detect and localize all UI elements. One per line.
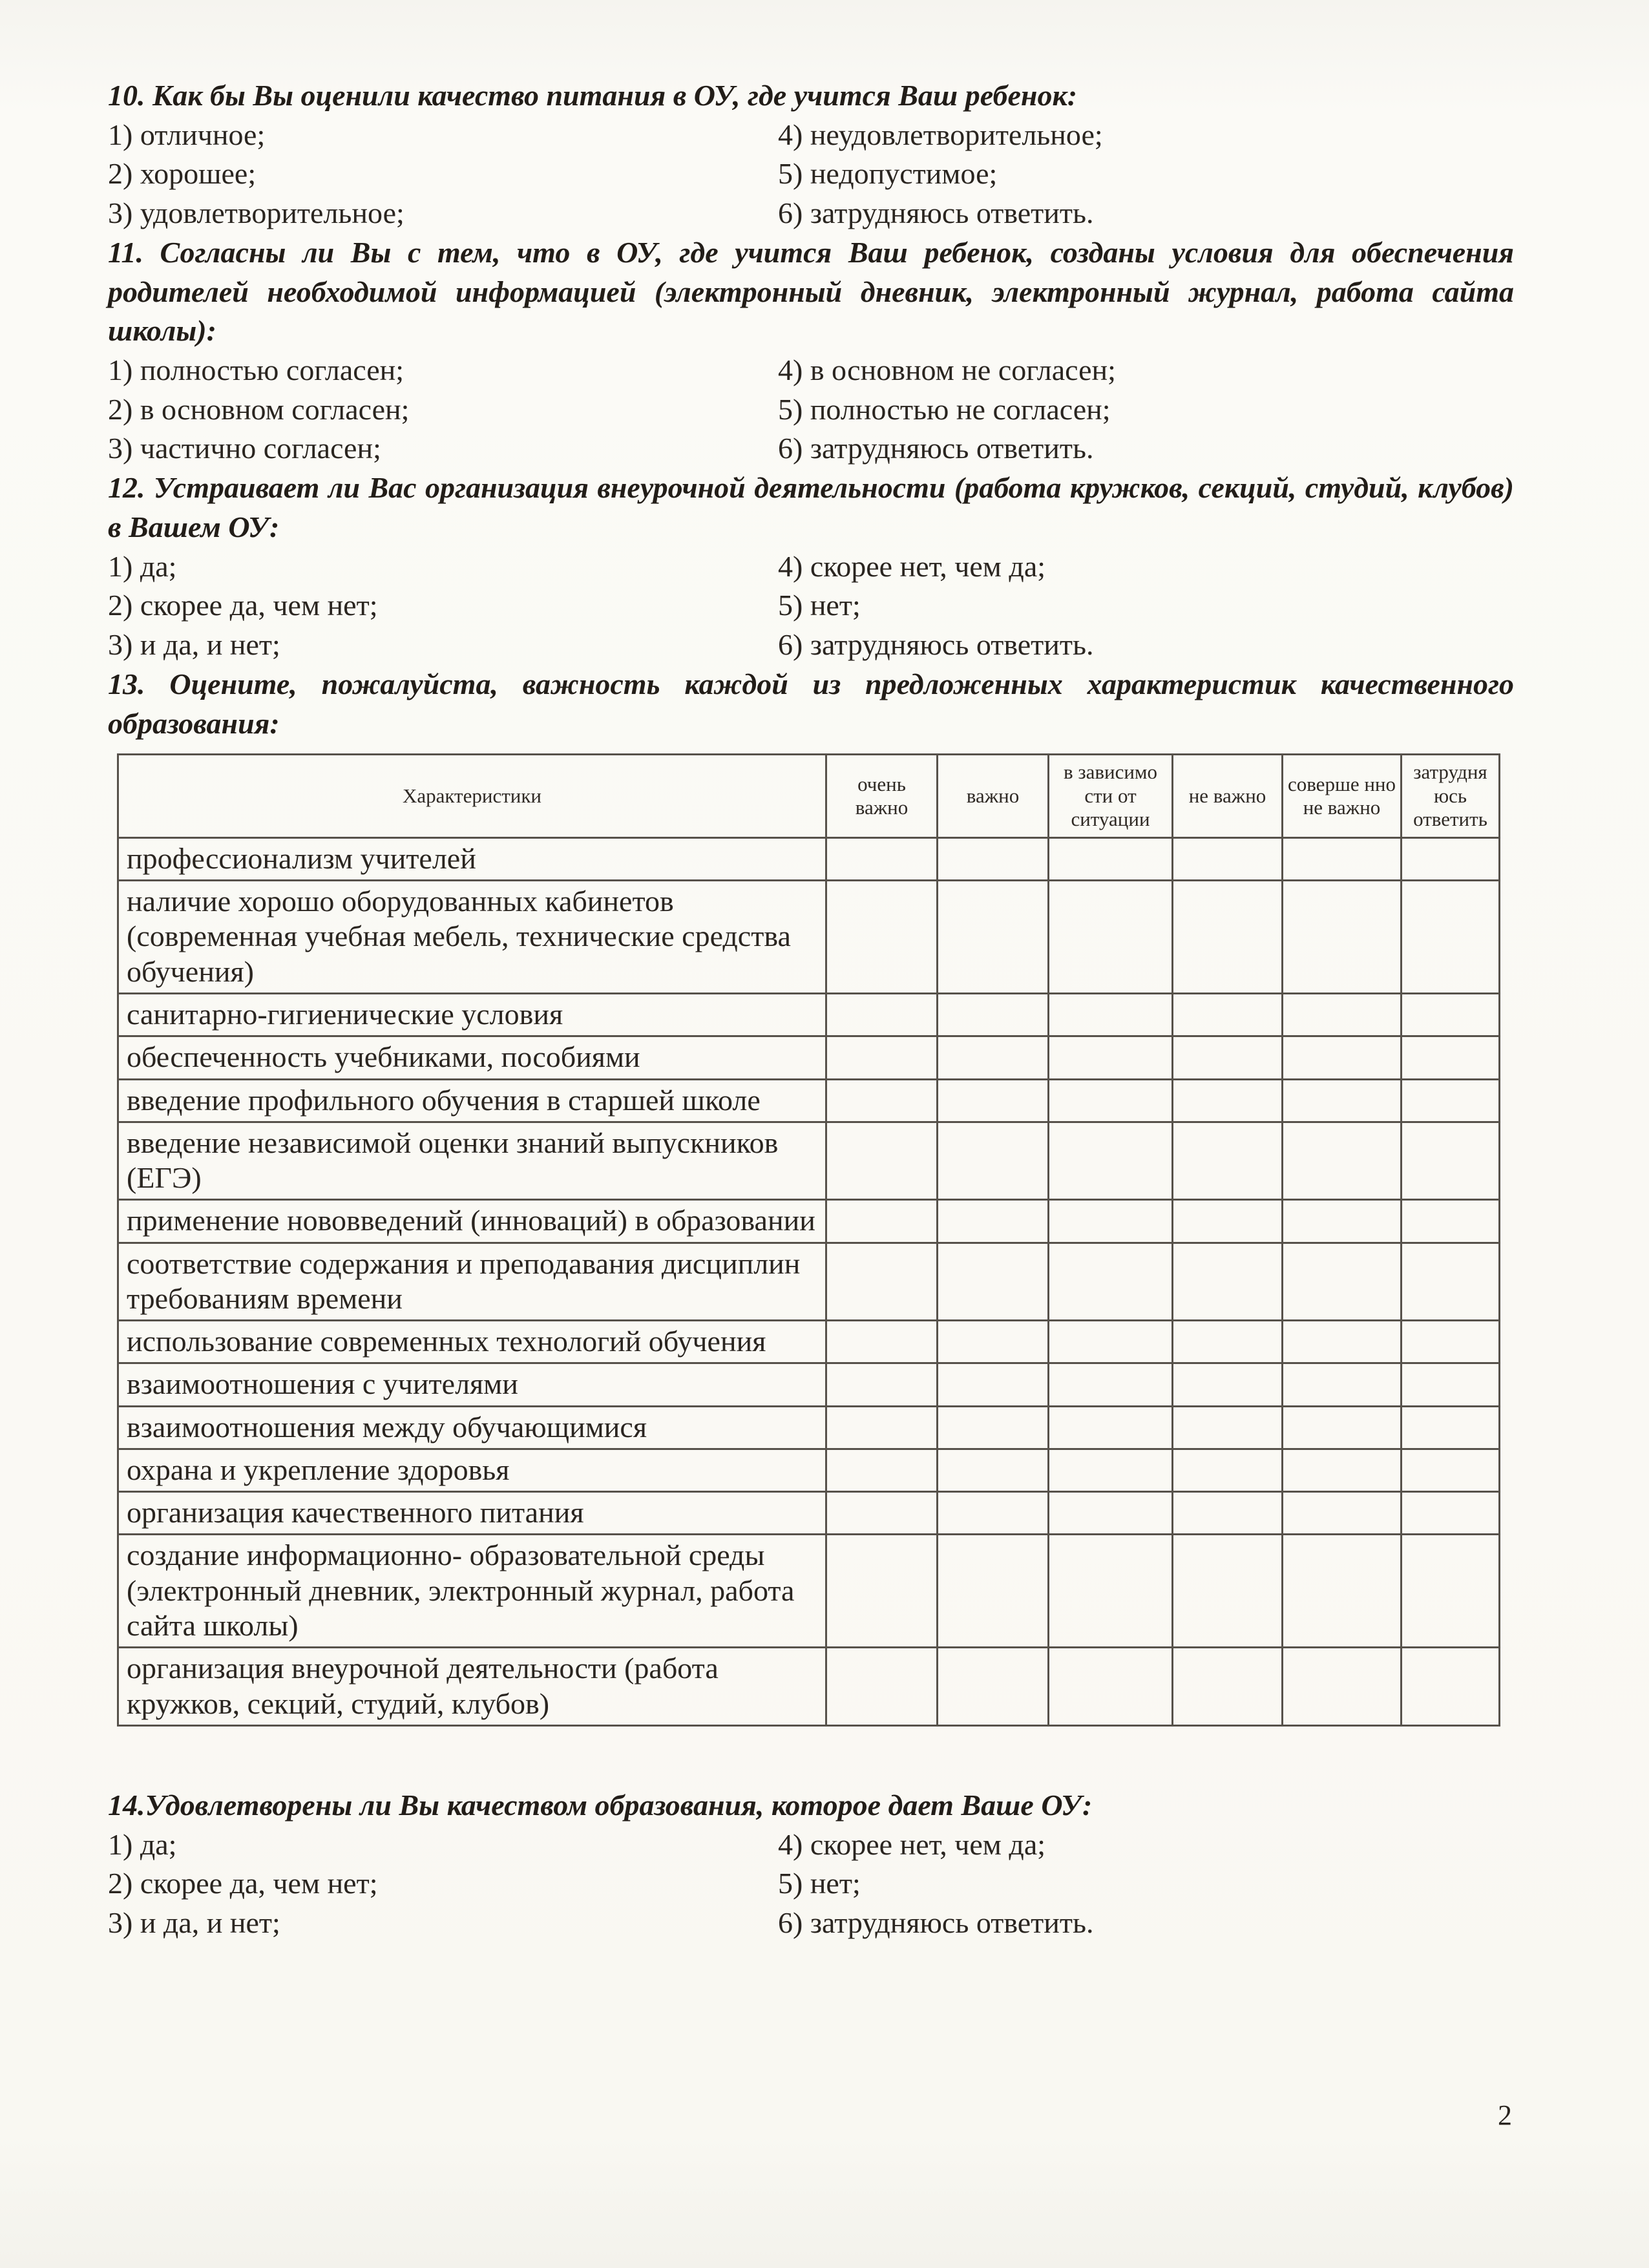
question-14-title: 14.Удовлетворены ли Вы качеством образования, которое дает Ваше ОУ: <box>108 1788 1093 1822</box>
answer-cell-empty <box>826 1449 938 1491</box>
answer-cell-empty <box>938 837 1049 880</box>
characteristic-label: профессионализм учителей <box>118 837 826 880</box>
question-11-option-4: 4) в основном не согласен; <box>778 353 1116 387</box>
characteristic-label: охрана и укрепление здоровья <box>118 1449 826 1491</box>
answer-cell-empty <box>826 1321 938 1363</box>
answer-cell-empty <box>1283 1036 1402 1079</box>
question-12-option-6: 6) затрудняюсь ответить. <box>778 628 1094 662</box>
answer-cell-empty <box>826 1243 938 1321</box>
answer-cell-empty <box>1283 1406 1402 1449</box>
table-row <box>118 994 1500 1036</box>
answer-cell-empty <box>1173 1321 1283 1363</box>
header-completely-unimportant: соверше нно не важно <box>1283 755 1402 838</box>
answer-cell-empty <box>1283 1079 1402 1122</box>
answer-cell-empty <box>1283 1321 1402 1363</box>
answer-cell-empty <box>1173 1243 1283 1321</box>
table-row <box>118 1492 1500 1535</box>
answer-cell-empty <box>938 881 1049 994</box>
question-12-option-4: 4) скорее нет, чем да; <box>778 549 1046 583</box>
header-not-important: не важно <box>1173 755 1283 838</box>
table-row <box>118 837 1500 880</box>
table-row <box>118 1200 1500 1243</box>
question-14-option-4: 4) скорее нет, чем да; <box>778 1827 1046 1861</box>
answer-cell-empty <box>938 1535 1049 1648</box>
answer-cell-empty <box>1402 1036 1500 1079</box>
answer-cell-empty <box>1049 837 1173 880</box>
answer-cell-empty <box>1049 1449 1173 1491</box>
answer-cell-empty <box>938 1036 1049 1079</box>
answer-cell-empty <box>938 1648 1049 1726</box>
question-13-title: 13. Оцените, пожалуйста, важность каждой из предложенных характеристик качественного образования: <box>108 667 1514 740</box>
answer-cell-empty <box>1283 881 1402 994</box>
question-10-option-6: 6) затрудняюсь ответить. <box>778 196 1094 230</box>
answer-cell-empty <box>1283 1535 1402 1648</box>
answer-cell-empty <box>938 1200 1049 1243</box>
answer-cell-empty <box>938 1449 1049 1491</box>
answer-cell-empty <box>1173 1406 1283 1449</box>
question-11-option-3: 3) частично согласен; <box>108 432 381 465</box>
answer-cell-empty <box>826 1535 938 1648</box>
question-14-option-1: 1) да; <box>108 1827 177 1861</box>
answer-cell-empty <box>826 1036 938 1079</box>
answer-cell-empty <box>1402 1492 1500 1535</box>
question-10-option-1: 1) отличное; <box>108 118 266 151</box>
answer-cell-empty <box>826 1363 938 1406</box>
table-row <box>118 1122 1500 1200</box>
answer-cell-empty <box>1173 1200 1283 1243</box>
answer-cell-empty <box>1049 1321 1173 1363</box>
answer-cell-empty <box>938 1406 1049 1449</box>
question-10-title: 10. Как бы Вы оценили качество питания в ОУ, где учится Ваш ребенок: <box>108 79 1078 112</box>
answer-cell-empty <box>938 1122 1049 1200</box>
answer-cell-empty <box>1402 881 1500 994</box>
table-row <box>118 1363 1500 1406</box>
question-10 <box>108 76 1514 233</box>
characteristic-label: применение нововведений (инноваций) в образовании <box>118 1200 826 1243</box>
answer-cell-empty <box>1049 1406 1173 1449</box>
question-12-option-2: 2) скорее да, чем нет; <box>108 589 378 622</box>
answer-cell-empty <box>1173 1363 1283 1406</box>
answer-cell-empty <box>1049 1036 1173 1079</box>
answer-cell-empty <box>1402 1648 1500 1726</box>
characteristic-label: соответствие содержания и преподавания дисциплин требованиям времени <box>118 1243 826 1321</box>
answer-cell-empty <box>826 1122 938 1200</box>
question-10-option-3: 3) удовлетворительное; <box>108 196 404 230</box>
answer-cell-empty <box>1402 1449 1500 1491</box>
characteristic-label: взаимоотношения между обучающимися <box>118 1406 826 1449</box>
answer-cell-empty <box>826 1200 938 1243</box>
answer-cell-empty <box>938 1243 1049 1321</box>
answer-cell-empty <box>1283 1648 1402 1726</box>
answer-cell-empty <box>826 1406 938 1449</box>
characteristic-label: использование современных технологий обучения <box>118 1321 826 1363</box>
table-row <box>118 1243 1500 1321</box>
question-14 <box>108 1786 1514 1943</box>
header-characteristics: Характеристики <box>118 755 826 838</box>
question-11 <box>108 233 1514 468</box>
table-row <box>118 1079 1500 1122</box>
characteristic-label: организация качественного питания <box>118 1492 826 1535</box>
answer-cell-empty <box>1283 1122 1402 1200</box>
characteristic-label: организация внеурочной деятельности (работа кружков, секций, студий, клубов) <box>118 1648 826 1726</box>
answer-cell-empty <box>1173 994 1283 1036</box>
question-14-option-2: 2) скорее да, чем нет; <box>108 1867 378 1900</box>
answer-cell-empty <box>826 881 938 994</box>
characteristic-label: наличие хорошо оборудованных кабинетов (современная учебная мебель, технические средства обучения) <box>118 881 826 994</box>
answer-cell-empty <box>1283 1492 1402 1535</box>
answer-cell-empty <box>1049 1492 1173 1535</box>
answer-cell-empty <box>1173 837 1283 880</box>
options-left-column <box>108 116 778 233</box>
answer-cell-empty <box>1283 1449 1402 1491</box>
answer-cell-empty <box>1049 1535 1173 1648</box>
characteristics-table-body <box>118 837 1500 1725</box>
options-right-column <box>778 116 1514 233</box>
options-left-column <box>108 351 778 468</box>
answer-cell-empty <box>1402 1122 1500 1200</box>
answer-cell-empty <box>1402 1363 1500 1406</box>
answer-cell-empty <box>1402 1079 1500 1122</box>
answer-cell-empty <box>1402 994 1500 1036</box>
options-right-column <box>778 1825 1514 1943</box>
question-12-title: 12. Устраивает ли Вас организация внеурочной деятельности (работа кружков, секций, студий, клубов) в Вашем ОУ: <box>108 471 1514 543</box>
answer-cell-empty <box>1049 1648 1173 1726</box>
answer-cell-empty <box>1049 994 1173 1036</box>
answer-cell-empty <box>938 1321 1049 1363</box>
answer-cell-empty <box>1173 1036 1283 1079</box>
answer-cell-empty <box>1173 881 1283 994</box>
question-13 <box>108 665 1514 743</box>
answer-cell-empty <box>1049 1122 1173 1200</box>
answer-cell-empty <box>1173 1122 1283 1200</box>
answer-cell-empty <box>938 1492 1049 1535</box>
answer-cell-empty <box>938 994 1049 1036</box>
question-14-option-5: 5) нет; <box>778 1867 861 1900</box>
table-row <box>118 1535 1500 1648</box>
answer-cell-empty <box>1283 837 1402 880</box>
answer-cell-empty <box>1283 1363 1402 1406</box>
answer-cell-empty <box>1173 1492 1283 1535</box>
table-row <box>118 881 1500 994</box>
question-12-options <box>108 547 1514 665</box>
answer-cell-empty <box>938 1079 1049 1122</box>
page-number: 2 <box>1498 2099 1512 2131</box>
answer-cell-empty <box>1283 1243 1402 1321</box>
options-left-column <box>108 1825 778 1943</box>
header-very-important: очень важно <box>826 755 938 838</box>
question-14-options <box>108 1825 1514 1943</box>
characteristic-label: обеспеченность учебниками, пособиями <box>118 1036 826 1079</box>
characteristic-label: введение профильного обучения в старшей школе <box>118 1079 826 1122</box>
question-14-option-3: 3) и да, и нет; <box>108 1906 280 1939</box>
answer-cell-empty <box>1049 1079 1173 1122</box>
question-10-option-4: 4) неудовлетворительное; <box>778 118 1103 151</box>
table-row <box>118 1449 1500 1491</box>
answer-cell-empty <box>826 1492 938 1535</box>
answer-cell-empty <box>826 994 938 1036</box>
table-row <box>118 1321 1500 1363</box>
answer-cell-empty <box>938 1363 1049 1406</box>
answer-cell-empty <box>826 837 938 880</box>
characteristic-label: санитарно-гигиенические условия <box>118 994 826 1036</box>
answer-cell-empty <box>1049 1243 1173 1321</box>
question-12 <box>108 468 1514 665</box>
table-row <box>118 1648 1500 1726</box>
characteristic-label: взаимоотношения с учителями <box>118 1363 826 1406</box>
question-14-option-6: 6) затрудняюсь ответить. <box>778 1906 1094 1939</box>
table-row <box>118 1406 1500 1449</box>
question-11-option-6: 6) затрудняюсь ответить. <box>778 432 1094 465</box>
table-row <box>118 1036 1500 1079</box>
question-11-title: 11. Согласны ли Вы с тем, что в ОУ, где учится Ваш ребенок, созданы условия для обеспечения родителей необходимой информацией (электронный дневник, электронный журнал, работа сайта школы): <box>108 235 1514 348</box>
answer-cell-empty <box>1402 1200 1500 1243</box>
characteristics-table <box>117 753 1500 1727</box>
answer-cell-empty <box>1402 1406 1500 1449</box>
answer-cell-empty <box>1402 837 1500 880</box>
answer-cell-empty <box>1173 1079 1283 1122</box>
answer-cell-empty <box>1049 1200 1173 1243</box>
answer-cell-empty <box>1049 881 1173 994</box>
answer-cell-empty <box>1283 1200 1402 1243</box>
question-10-option-2: 2) хорошее; <box>108 157 257 191</box>
answer-cell-empty <box>1173 1535 1283 1648</box>
question-11-option-5: 5) полностью не согласен; <box>778 392 1111 426</box>
answer-cell-empty <box>1173 1449 1283 1491</box>
options-left-column <box>108 547 778 665</box>
header-hard-to-answer: затрудня юсь ответить <box>1402 755 1500 838</box>
page-content <box>108 76 1514 1943</box>
answer-cell-empty <box>1283 994 1402 1036</box>
question-11-options <box>108 351 1514 468</box>
question-12-option-1: 1) да; <box>108 549 177 583</box>
question-10-options <box>108 116 1514 233</box>
question-11-option-2: 2) в основном согласен; <box>108 392 410 426</box>
answer-cell-empty <box>1049 1363 1173 1406</box>
characteristic-label: создание информационно- образовательной среды (электронный дневник, электронный журнал, работа сайта школы) <box>118 1535 826 1648</box>
answer-cell-empty <box>1402 1243 1500 1321</box>
table-header-row <box>118 755 1500 838</box>
options-right-column <box>778 351 1514 468</box>
question-12-option-5: 5) нет; <box>778 589 861 622</box>
question-10-option-5: 5) недопустимое; <box>778 157 998 191</box>
header-depends-on-situation: в зависимо сти от ситуации <box>1049 755 1173 838</box>
characteristic-label: введение независимой оценки знаний выпускников (ЕГЭ) <box>118 1122 826 1200</box>
answer-cell-empty <box>826 1079 938 1122</box>
options-right-column <box>778 547 1514 665</box>
header-important: важно <box>938 755 1049 838</box>
answer-cell-empty <box>1402 1535 1500 1648</box>
question-11-option-1: 1) полностью согласен; <box>108 353 404 387</box>
answer-cell-empty <box>1173 1648 1283 1726</box>
answer-cell-empty <box>826 1648 938 1726</box>
answer-cell-empty <box>1402 1321 1500 1363</box>
question-12-option-3: 3) и да, и нет; <box>108 628 280 662</box>
